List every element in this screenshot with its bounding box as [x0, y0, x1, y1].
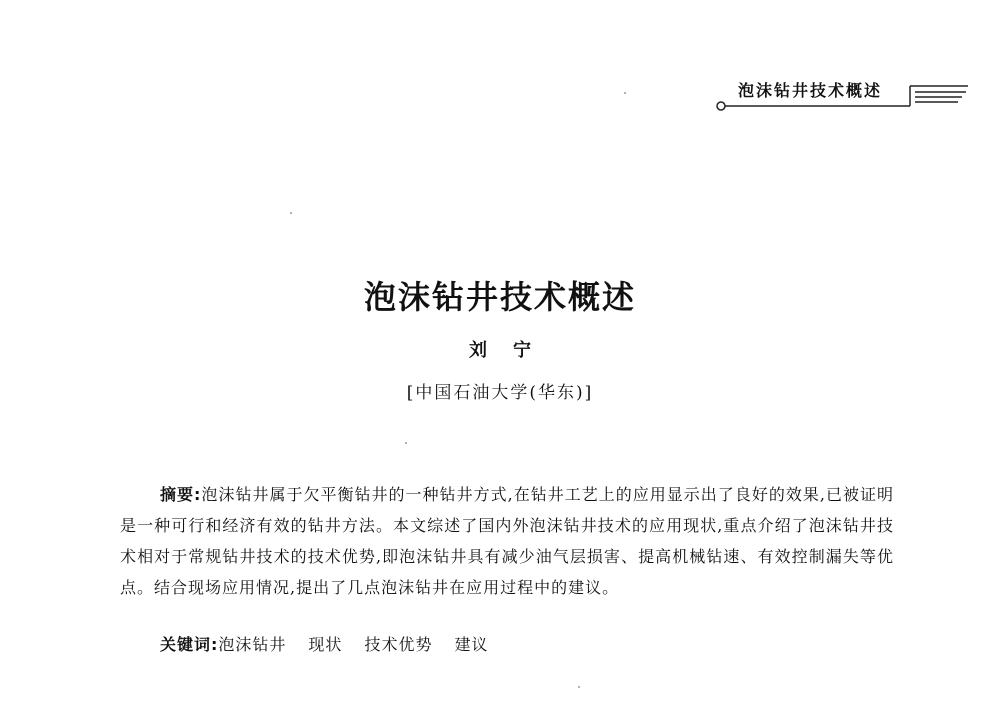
keyword-item: 泡沫钻井 [218, 635, 287, 654]
paper-author: 刘宁 [469, 340, 557, 361]
keywords-label: 关键词: [160, 635, 219, 654]
paper-affiliation: [中国石油大学(华东)] [406, 383, 594, 403]
scan-speck [624, 92, 626, 94]
abstract [120, 479, 894, 603]
keyword-item: 建议 [454, 635, 489, 654]
scan-speck [405, 442, 407, 444]
scan-speck [290, 212, 292, 214]
keyword-item: 技术优势 [364, 635, 433, 654]
running-header [716, 74, 968, 114]
keyword-item: 现状 [308, 635, 343, 654]
running-header-title: 泡沫钻井技术概述 [738, 81, 883, 100]
keywords [160, 632, 894, 655]
abstract-text: 泡沫钻井属于欠平衡钻井的一种钻井方式,在钻井工艺上的应用显示出了良好的效果,已被证明是一种可行和经济有效的钻井方法。本文综述了国内外泡沫钻井技术的应用现状,重点介绍了泡沫钻井技术相对于常规钻井技术的技术优势,即泡沫钻井具有减少油气层损害、提高机械钻速、有效控制漏失等优点。结合现场应用情况,提出了几点泡沫钻井在应用过程中的建议。 [120, 485, 894, 597]
abstract-label: 摘要: [160, 485, 202, 504]
paper-title: 泡沫钻井技术概述 [363, 278, 636, 316]
abstract-paragraph [120, 479, 894, 603]
scan-speck [578, 686, 580, 688]
